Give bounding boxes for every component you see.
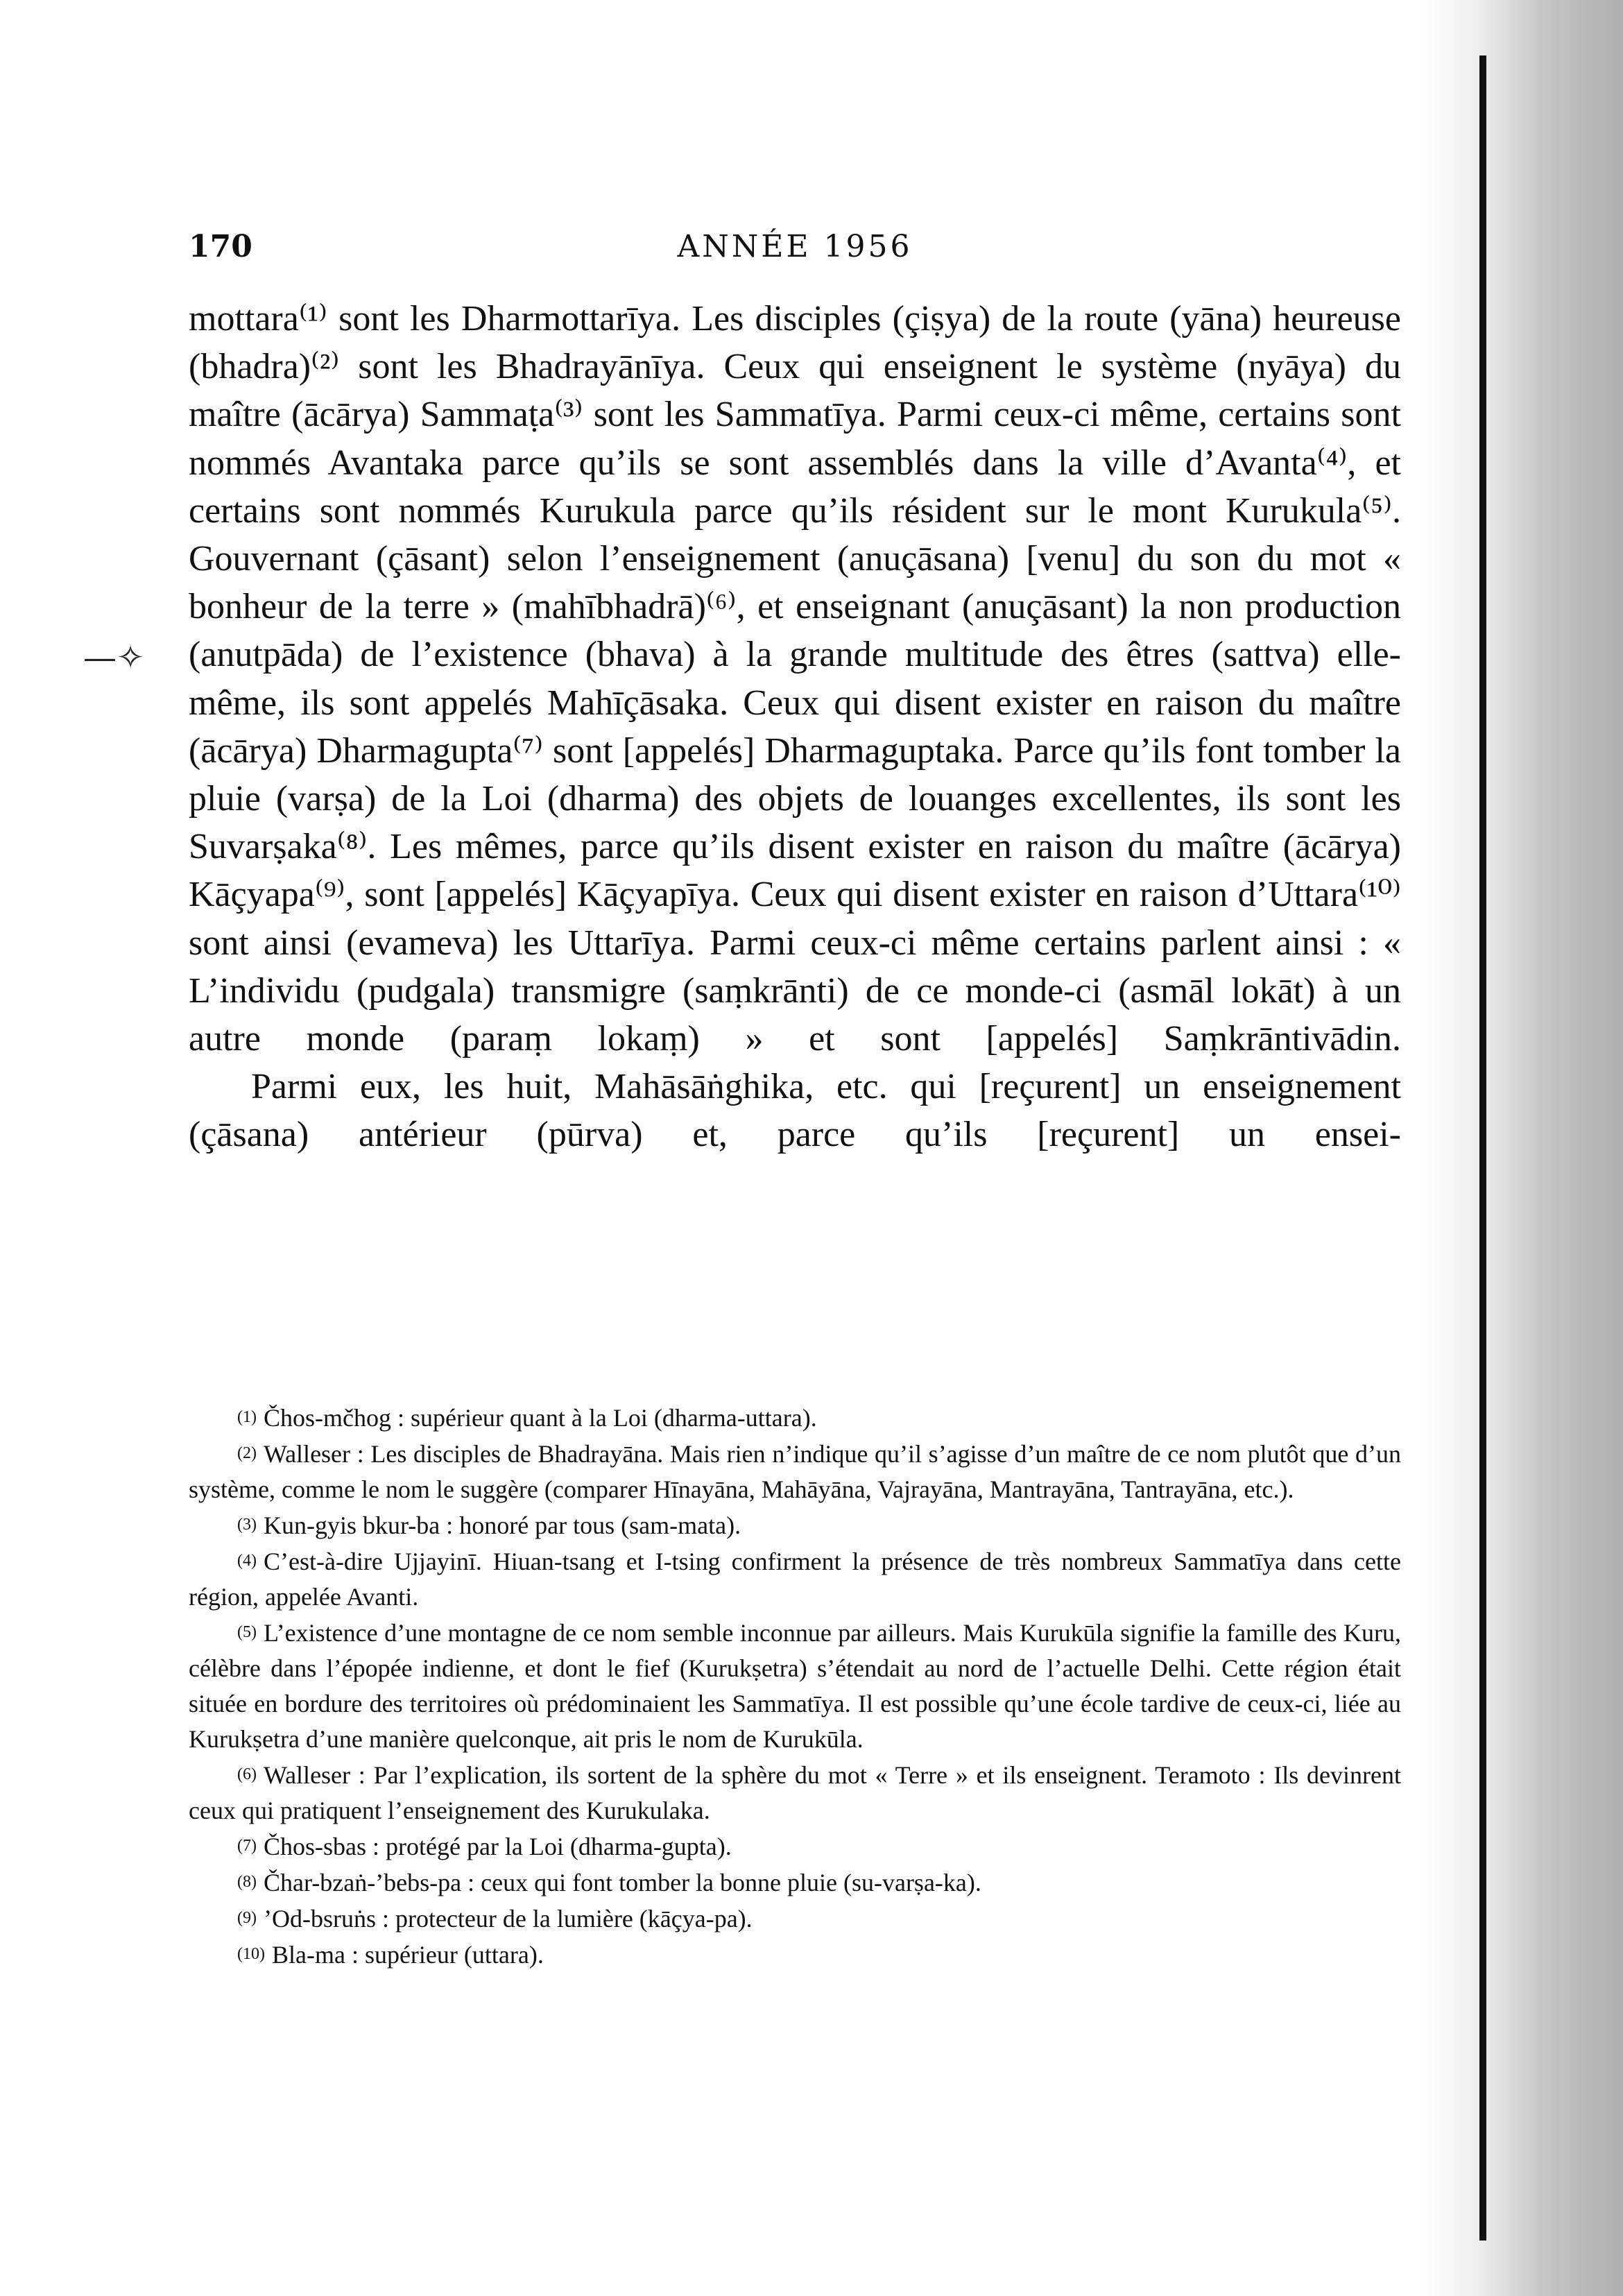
footnote-mark: (1) [237,1408,257,1426]
running-head: ANNÉE 1956 [677,229,913,264]
footnote [189,1757,1401,1828]
footnote-text: Čhos-sbas : protégé par la Loi (dharma-gupta). [263,1833,732,1860]
footnote [189,1901,1401,1937]
footnote-mark: (10) [237,1945,265,1963]
footnote-text: ’Od-bsruṅs : protecteur de la lumière (kāçya-pa). [263,1905,753,1933]
body-text [189,295,1401,1159]
footnote [189,1865,1401,1901]
footnote [189,1436,1401,1507]
footnote-mark: (8) [237,1873,257,1891]
page-number: 170 [189,229,252,264]
page-header [189,229,1401,271]
footnote-mark: (3) [237,1516,257,1534]
footnote-mark: (4) [237,1552,257,1570]
footnote-text: Čhos-mčhog : supérieur quant à la Loi (dharma-uttara). [263,1404,817,1432]
footnote-text: Kun-gyis bkur-ba : honoré par tous (sam-mata). [263,1511,741,1539]
footnote-text: C’est-à-dire Ujjayinī. Hiuan-tsang et I-tsing confirment la présence de très nombreux Sammatīya dans cette région, appelée Avanti. [189,1548,1401,1611]
footnote [189,1543,1401,1615]
footnote-mark: (7) [237,1837,257,1855]
footnote [189,1615,1401,1757]
page-edge-line [1479,55,1486,2241]
footnote-mark: (5) [237,1623,257,1641]
binding-shadow [1422,0,1623,2296]
footnote [189,1507,1401,1543]
margin-annotation: —✧ [83,638,145,677]
footnote-text: Walleser : Les disciples de Bhadrayāna. Mais rien n’indique qu’il s’agisse d’un maître de ce nom plutôt que d’un système, comme le nom le suggère (comparer Hīnayāna, Mahāyāna, Vajrayāna, Mantrayāna, Tantrayāna, etc.). [189,1440,1401,1503]
footnote-text: Čhar-bzaṅ-’bebs-pa : ceux qui font tomber la bonne pluie (su-varṣa-ka). [263,1869,981,1896]
footnote [189,1400,1401,1436]
footnote-text: L’existence d’une montagne de ce nom semble inconnue par ailleurs. Mais Kurukūla signifie la famille des Kuru, célèbre dans l’épopée indienne, et dont le fief (Kurukṣetra) s’étendait au nord de l’actuelle Delhi. Cette région était située en bordure des territoires où prédominaient les Sammatīya. Il est possible qu’une école tardive de ceux-ci, liée au Kurukṣetra d’une manière quelconque, ait pris le nom de Kurukūla. [189,1619,1401,1753]
paragraph-1: mottara⁽¹⁾ sont les Dharmottarīya. Les disciples (çiṣya) de la route (yāna) heureuse (bhadra)⁽²⁾ sont les Bhadrayānīya. Ceux qui enseignent le système (nyāya) du maître (ācārya) Sammaṭa⁽³⁾ sont les Sammatīya. Parmi ceux-ci même, certains sont nommés Avantaka parce qu’ils se sont assemblés dans la ville d’Avanta⁽⁴⁾, et certains sont nommés Kurukula parce qu’ils résident sur le mont Kurukula⁽⁵⁾. Gouvernant (çāsant) selon l’enseignement (anuçāsana) [venu] du son du mot « bonheur de la terre » (mahībhadrā)⁽⁶⁾, et enseignant (anuçāsant) la non production (anutpāda) de l’existence (bhava) à la grande multitude des êtres (sattva) elle-même, ils sont appelés Mahīçāsaka. Ceux qui disent exister en raison du maître (ācārya) Dharmagupta⁽⁷⁾ sont [appelés] Dharmaguptaka. Parce qu’ils font tomber la pluie (varṣa) de la Loi (dharma) des objets de louanges excellentes, ils sont les Suvarṣaka⁽⁸⁾. Les mêmes, parce qu’ils disent exister en raison du maître (ācārya) Kāçyapa⁽⁹⁾, sont [appelés] Kāçyapīya. Ceux qui disent exister en raison d’Uttara⁽¹⁰⁾ sont ainsi (evameva) les Uttarīya. Parmi ceux-ci même certains parlent ainsi : « L’individu (pudgala) transmigre (saṃkrānti) de ce monde-ci (asmāl lokāt) à un autre monde (paraṃ lokaṃ) » et sont [appelés] Saṃkrāntivādin. [189,299,1401,1059]
footnotes [189,1400,1401,1973]
footnote [189,1937,1401,1973]
paragraph-2: Parmi eux, les huit, Mahāsāṅghika, etc. qui [reçurent] un enseignement (çāsana) antérieur (pūrva) et, parce qu’ils [reçurent] un ensei- [189,1067,1401,1155]
footnote-mark: (6) [237,1765,257,1783]
footnote-mark: (9) [237,1909,257,1927]
footnote-mark: (2) [237,1444,257,1462]
footnote [189,1828,1401,1865]
footnote-text: Walleser : Par l’explication, ils sortent de la sphère du mot « Terre » et ils enseignent. Teramoto : Ils devinrent ceux qui pratiquent l’enseignement des Kurukulaka. [189,1761,1401,1824]
footnote-text: Bla-ma : supérieur (uttara). [271,1941,544,1969]
